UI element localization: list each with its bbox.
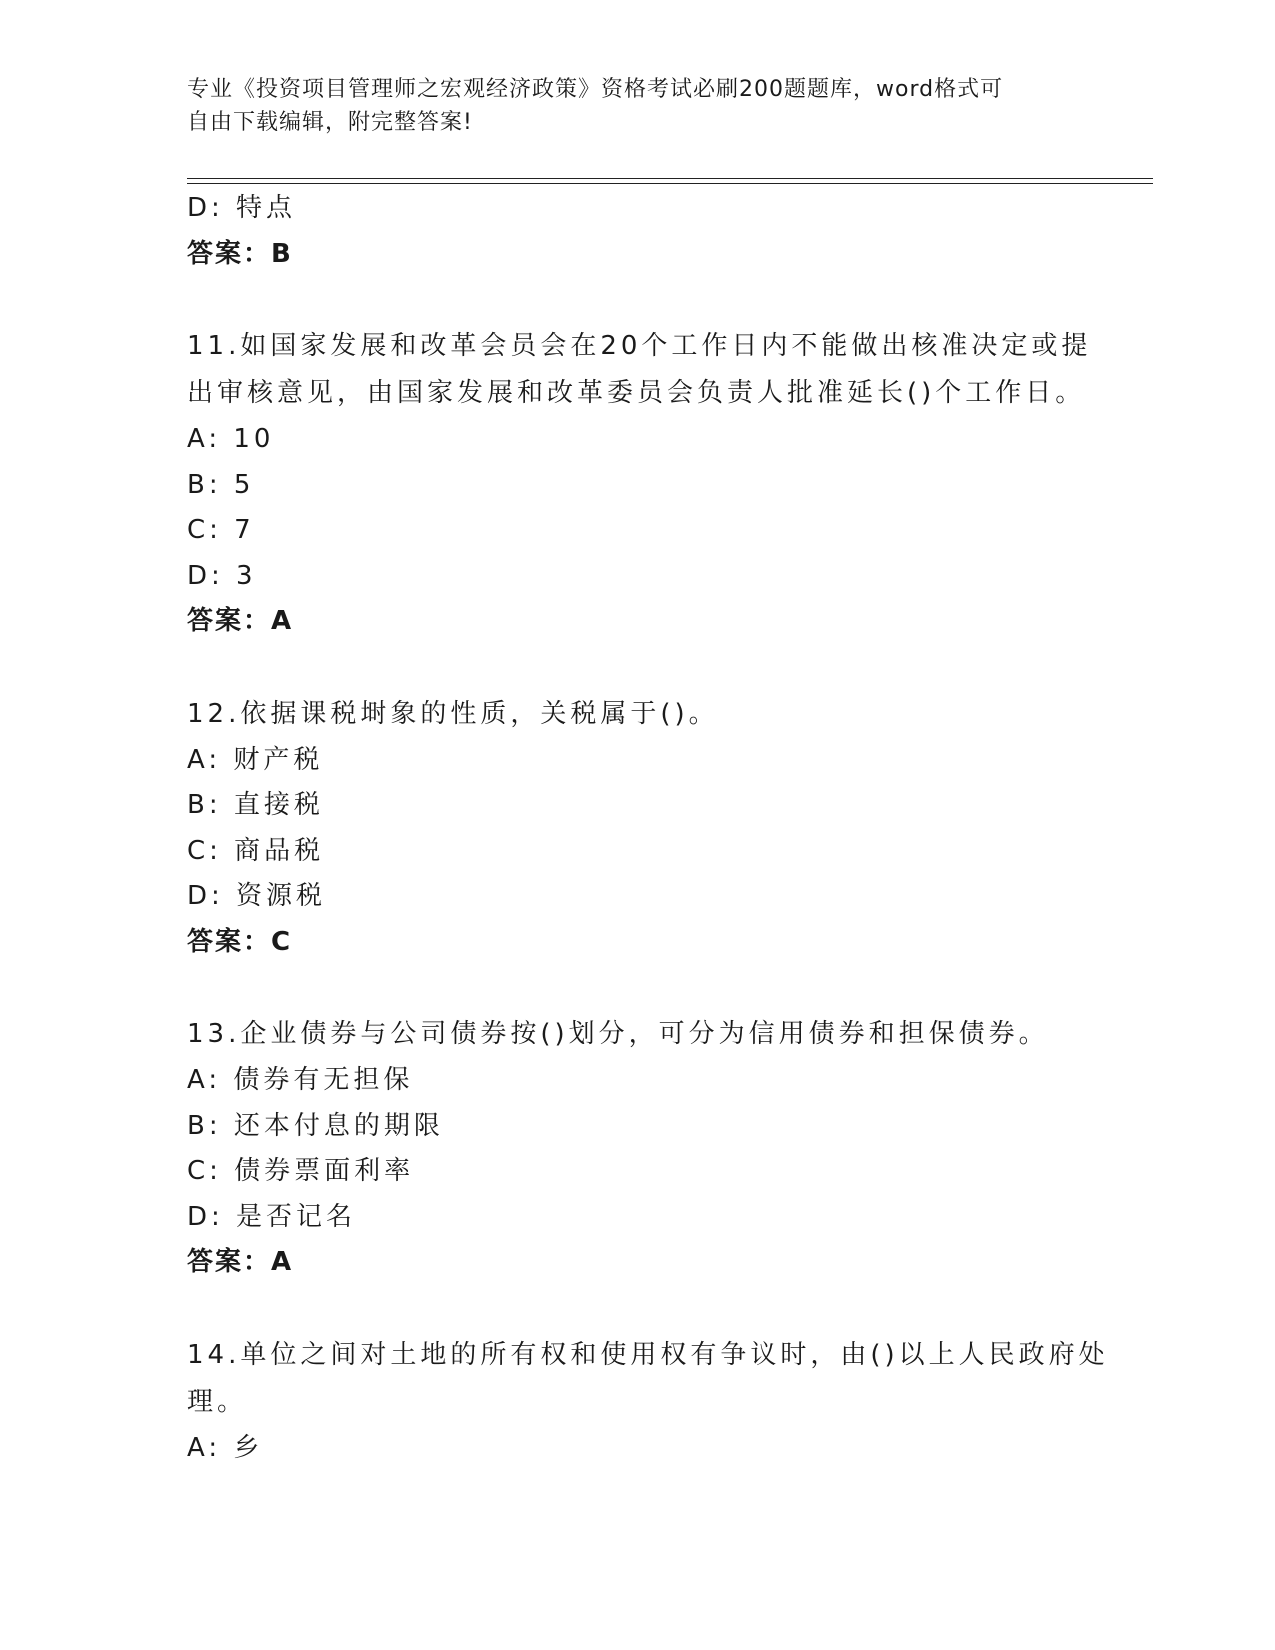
question-text-line: 13.企业债券与公司债券按()划分，可分为信用债券和担保债券。	[187, 1019, 1049, 1049]
option-c: C: 商品税	[187, 835, 325, 866]
answer-line: 答案：A	[187, 606, 294, 636]
spacer	[187, 1286, 1087, 1332]
question-text-line: 11.如国家发展和改革会员会在20个工作日内不能做出核准决定或提	[187, 331, 1092, 361]
document-header	[187, 73, 1087, 139]
spacer	[187, 965, 1087, 1011]
option-b: B: 直接税	[187, 790, 324, 820]
option-c: C: 债券票面利率	[187, 1156, 415, 1186]
option-d: D: 资源税	[187, 881, 327, 911]
header-divider-top	[187, 178, 1153, 179]
question-14	[187, 1332, 1109, 1472]
answer-line: 答案：B	[187, 238, 293, 269]
header-divider-bottom	[187, 183, 1153, 184]
option-c: C: 7	[187, 515, 255, 545]
question-content	[187, 186, 1109, 1471]
answer-line: 答案：A	[187, 1247, 294, 1277]
header-line-2: 自由下载编辑，附完整答案!	[187, 110, 473, 135]
option-b: B: 还本付息的期限	[187, 1110, 444, 1141]
previous-question-tail	[187, 186, 1087, 277]
option-a: A: 财产税	[187, 744, 324, 775]
question-text-line: 出审核意见，由国家发展和改革委员会负责人批准延长()个工作日。	[187, 378, 1086, 408]
question-13	[187, 1011, 1087, 1286]
answer-line: 答案：C	[187, 926, 293, 957]
spacer	[187, 645, 1087, 691]
option-d: D: 3	[187, 560, 257, 591]
option-a: A: 乡	[187, 1432, 264, 1463]
option-b: B: 5	[187, 469, 255, 500]
option-a: A: 债券有无担保	[187, 1065, 414, 1095]
option-a: A: 10	[187, 424, 275, 454]
question-text-line: 12.依据课税埘象的性质，关税属于()。	[187, 698, 719, 729]
header-line-1: 专业《投资项目管理师之宏观经济政策》资格考试必刷200题题库，word格式可	[187, 77, 1004, 102]
question-text-line: 14.单位之间对土地的所有权和使用权有争议时，由()以上人民政府处	[187, 1339, 1109, 1370]
question-12	[187, 691, 1087, 966]
spacer	[187, 277, 1087, 323]
option-d: D: 特点	[187, 193, 297, 223]
question-11	[187, 323, 1092, 645]
option-d: D: 是否记名	[187, 1201, 357, 1232]
question-text-line: 理。	[187, 1386, 248, 1417]
